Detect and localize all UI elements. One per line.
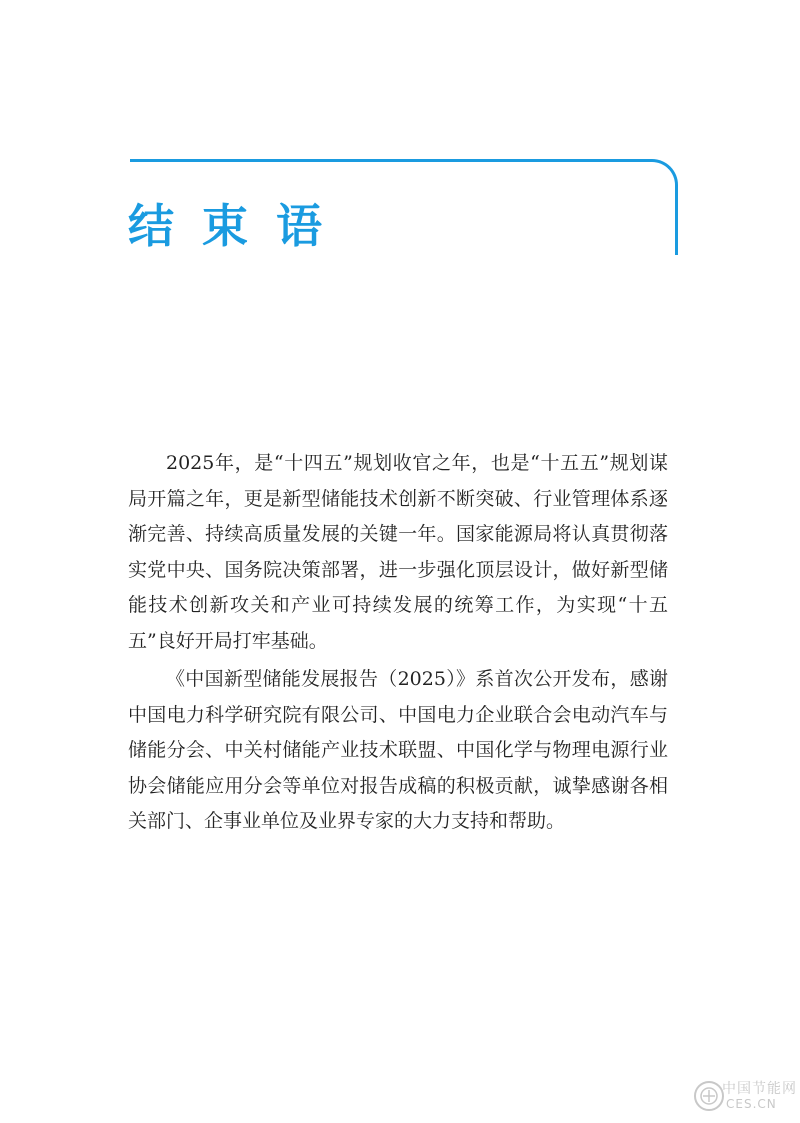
watermark-name-cn: 中国节能网 — [722, 1081, 797, 1097]
watermark-name-en: CES.CN — [726, 1097, 777, 1111]
ces-logo-icon — [692, 1079, 726, 1113]
paragraph-2: 《中国新型储能发展报告（2025）》系首次公开发布，感谢中国电力科学研究院有限公司、中国电力企业联合会电动汽车与储能分会、中关村储能产业技术联盟、中国化学与物理电源行业协会储能应用分会等单位对报告成稿的积极贡献，诚挚感谢各相关部门、企事业单位及业界专家的大力支持和帮助。 — [128, 668, 668, 832]
watermark — [692, 1077, 797, 1117]
body-text — [128, 446, 668, 843]
page-title: 结 束 语 — [128, 199, 329, 253]
paragraph-1: 2025年，是“十四五”规划收官之年，也是“十五五”规划谋局开篇之年，更是新型储能技术创新不断突破、行业管理体系逐渐完善、持续高质量发展的关键一年。国家能源局将认真贯彻落实党中央、国务院决策部署，进一步强化顶层设计，做好新型储能技术创新攻关和产业可持续发展的统筹工作，为实现“十五五”良好开局打牢基础。 — [128, 452, 668, 652]
